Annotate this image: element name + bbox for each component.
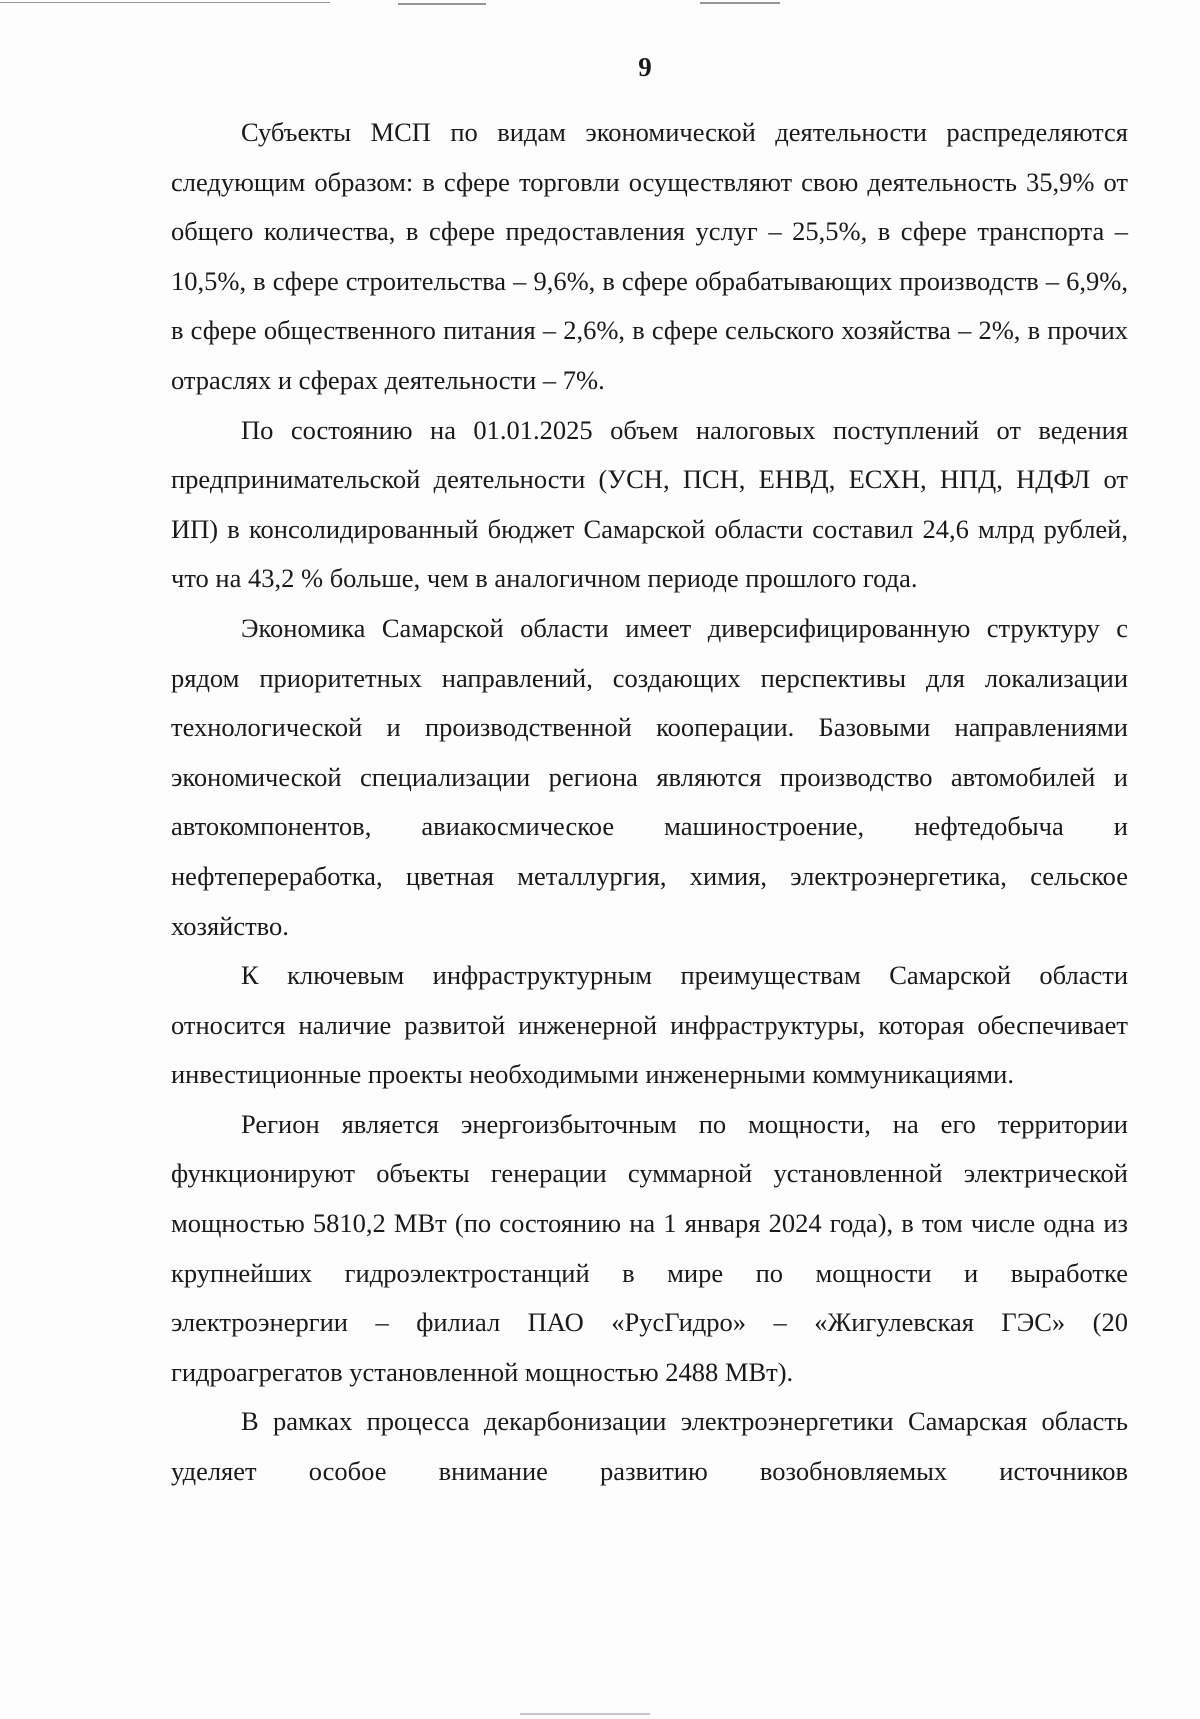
paragraph-economy-structure: Экономика Самарской области имеет диверсифицированную структуру с рядом приоритетных направлений, создающих перспективы для локализации технологической и производственной кооперации. Базовыми направлениями экономической специализации региона являются производство автомобилей и автокомпонентов, авиакосмическое машиностроение, нефтедобыча и нефтепереработка, цветная металлургия, химия, электроэнергетика, сельское хозяйство.: [171, 612, 1128, 941]
scan-artifact-top-mid: [398, 3, 486, 5]
page-number: 9: [638, 52, 652, 82]
paragraph-decarbonization: В рамках процесса декарбонизации электроэнергетики Самарская область уделяет особое внимание развитию возобновляемых источников: [171, 1406, 1128, 1487]
paragraph-tax-revenue: По состоянию на 01.01.2025 объем налоговых поступлений от ведения предпринимательской деятельности (УСН, ПСН, ЕНВД, ЕСХН, НПД, НДФЛ от ИП) в консолидированный бюджет Самарской области составил 24,6 млрд рублей, что на 43,2 % больше, чем в аналогичном периоде прошлого года.: [171, 414, 1128, 594]
paragraph-msp-by-activity: Субъекты МСП по видам экономической деятельности распределяются следующим образом: в сфере торговли осуществляют свою деятельность 35,9% от общего количества, в сфере предоставления услуг – 25,5%, в сфере транспорта – 10,5%, в сфере строительства – 9,6%, в сфере обрабатывающих производств – 6,9%, в сфере общественного питания – 2,6%, в сфере сельского хозяйства – 2%, в прочих отраслях и сферах деятельности – 7%.: [171, 117, 1128, 395]
scan-artifact-bottom: [520, 1713, 650, 1715]
document-body: [171, 108, 1128, 1497]
scan-artifact-top-left: [0, 2, 330, 3]
scan-artifact-top-right: [700, 2, 780, 4]
paragraph-energy: Регион является энергоизбыточным по мощности, на его территории функционируют объекты генерации суммарной установленной электрической мощностью 5810,2 МВт (по состоянию на 1 января 2024 года), в том числе одна из крупнейших гидроэлектростанций в мире по мощности и выработке электроэнергии – филиал ПАО «РусГидро» – «Жигулевская ГЭС» (20 гидроагрегатов установленной мощностью 2488 МВт).: [171, 1108, 1128, 1387]
paragraph-infrastructure: К ключевым инфраструктурным преимуществам Самарской области относится наличие развитой инженерной инфраструктуры, которая обеспечивает инвестиционные проекты необходимыми инженерными коммуникациями.: [171, 960, 1128, 1090]
